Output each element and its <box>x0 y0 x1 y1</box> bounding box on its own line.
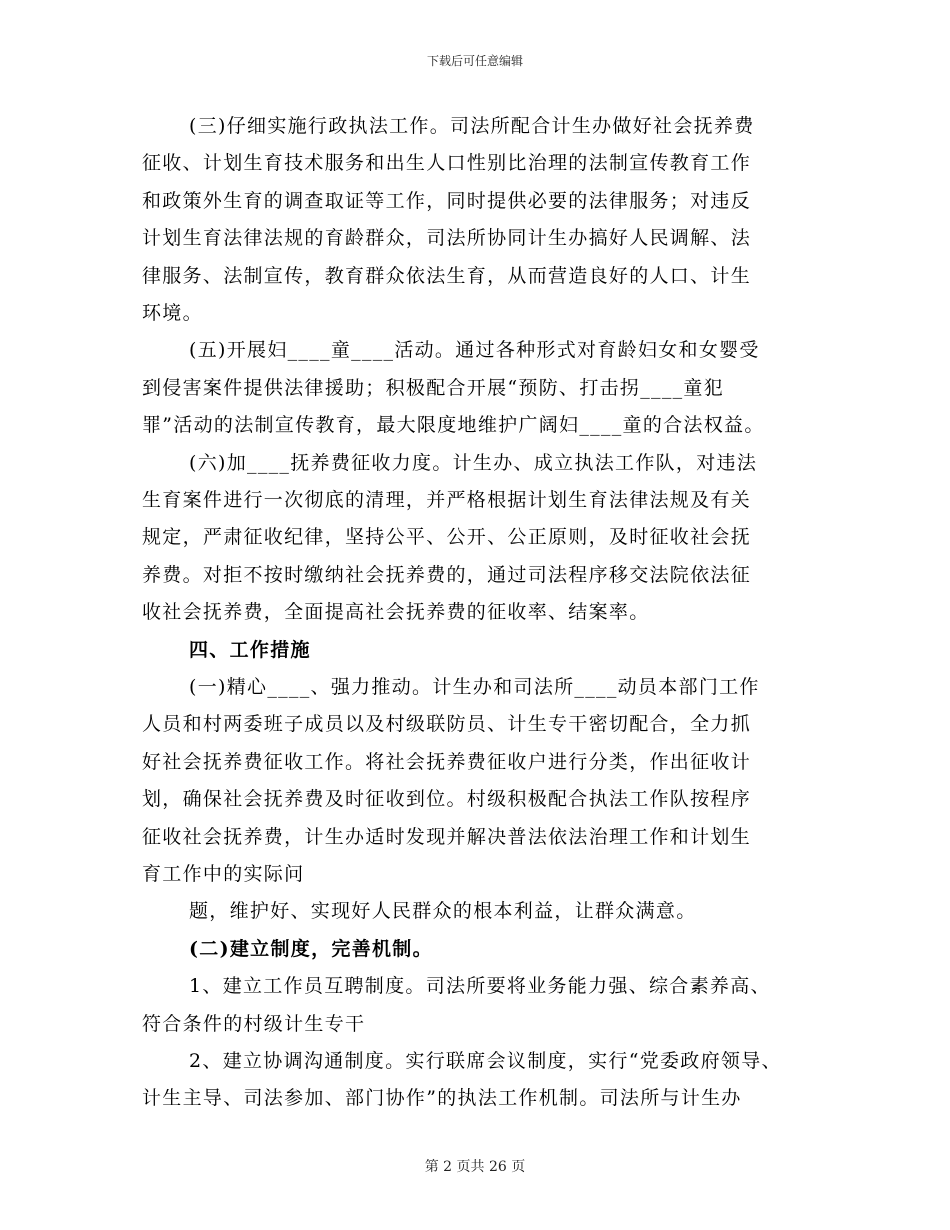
section-heading: 四、工作措施 <box>189 638 311 661</box>
paragraph-line: 规定，严肃征收纪律，坚持公平、公开、公正原则，及时征收社会抚 <box>142 526 752 549</box>
paragraph-line: 符合条件的村级计生专干 <box>142 1012 366 1035</box>
section-heading: (二)建立制度，完善机制。 <box>189 937 433 960</box>
paragraph-line: (一)精心____、强力推动。计生办和司法所____动员本部门工作 <box>189 676 760 698</box>
paragraph-line: 罪”活动的法制宣传教育，最大限度地维护广阔妇____童的合法权益。 <box>142 414 765 437</box>
paragraph-line: 到侵害案件提供法律援助；积极配合开展“预防、打击拐____童犯 <box>142 376 725 399</box>
paragraph-line: 征收社会抚养费，计生办适时发现并解决普法依法治理工作和计划生 <box>142 825 752 848</box>
paragraph-line: (六)加____抚养费征收力度。计生办、成立执法工作队，对违法 <box>189 451 758 474</box>
paragraph-line: 环境。 <box>142 302 203 324</box>
paragraph-line: 人员和村两委班子成员以及村级联防员、计生专干密切配合，全力抓 <box>142 713 752 736</box>
paragraph-line: 好社会抚养费征收工作。将社会抚养费征收户进行分类，作出征收计 <box>142 750 752 773</box>
paragraph-line: 和政策外生育的调查取证等工作，同时提供必要的法律服务；对违反 <box>142 189 752 212</box>
paragraph-line: (三)仔细实施行政执法工作。司法所配合计生办做好社会抚养费 <box>189 115 755 137</box>
paragraph-line: 计生主导、司法参加、部门协作”的执法工作机制。司法所与计生办 <box>142 1087 742 1110</box>
paragraph-line: 律服务、法制宣传，教育群众依法生育，从而营造良好的人口、计生 <box>142 264 752 287</box>
paragraph-line: 育工作中的实际问 <box>142 863 305 885</box>
paragraph-line: (五)开展妇____童____活动。通过各种形式对育龄妇女和女婴受 <box>189 339 760 362</box>
paragraph-line: 收社会抚养费，全面提高社会抚养费的征收率、结案率。 <box>142 601 650 624</box>
paragraph-line: 生育案件进行一次彻底的清理，并严格根据计划生育法律法规及有关 <box>142 489 752 511</box>
paragraph-line: 征收、计划生育技术服务和出生人口性别比治理的法制宣传教育工作 <box>142 152 752 175</box>
paragraph-line: 1、建立工作员互聘制度。司法所要将业务能力强、综合素养高、 <box>189 975 771 998</box>
paragraph-line: 计划生育法律法规的育龄群众，司法所协同计生办搞好人民调解、法 <box>142 227 752 250</box>
paragraph-line: 题，维护好、实现好人民群众的根本利益，让群众满意。 <box>189 900 697 923</box>
paragraph-line: 2、建立协调沟通制度。实行联席会议制度，实行“党委政府领导、 <box>189 1050 782 1072</box>
paragraph-line: 养费。对拒不按时缴纳社会抚养费的，通过司法程序移交法院依法征 <box>142 563 752 586</box>
page-header: 下载后可任意编辑 <box>426 54 523 68</box>
page-number-footer: 第 2 页共 26 页 <box>424 1159 526 1175</box>
paragraph-line: 划，确保社会抚养费及时征收到位。村级积极配合执法工作队按程序 <box>142 788 752 811</box>
